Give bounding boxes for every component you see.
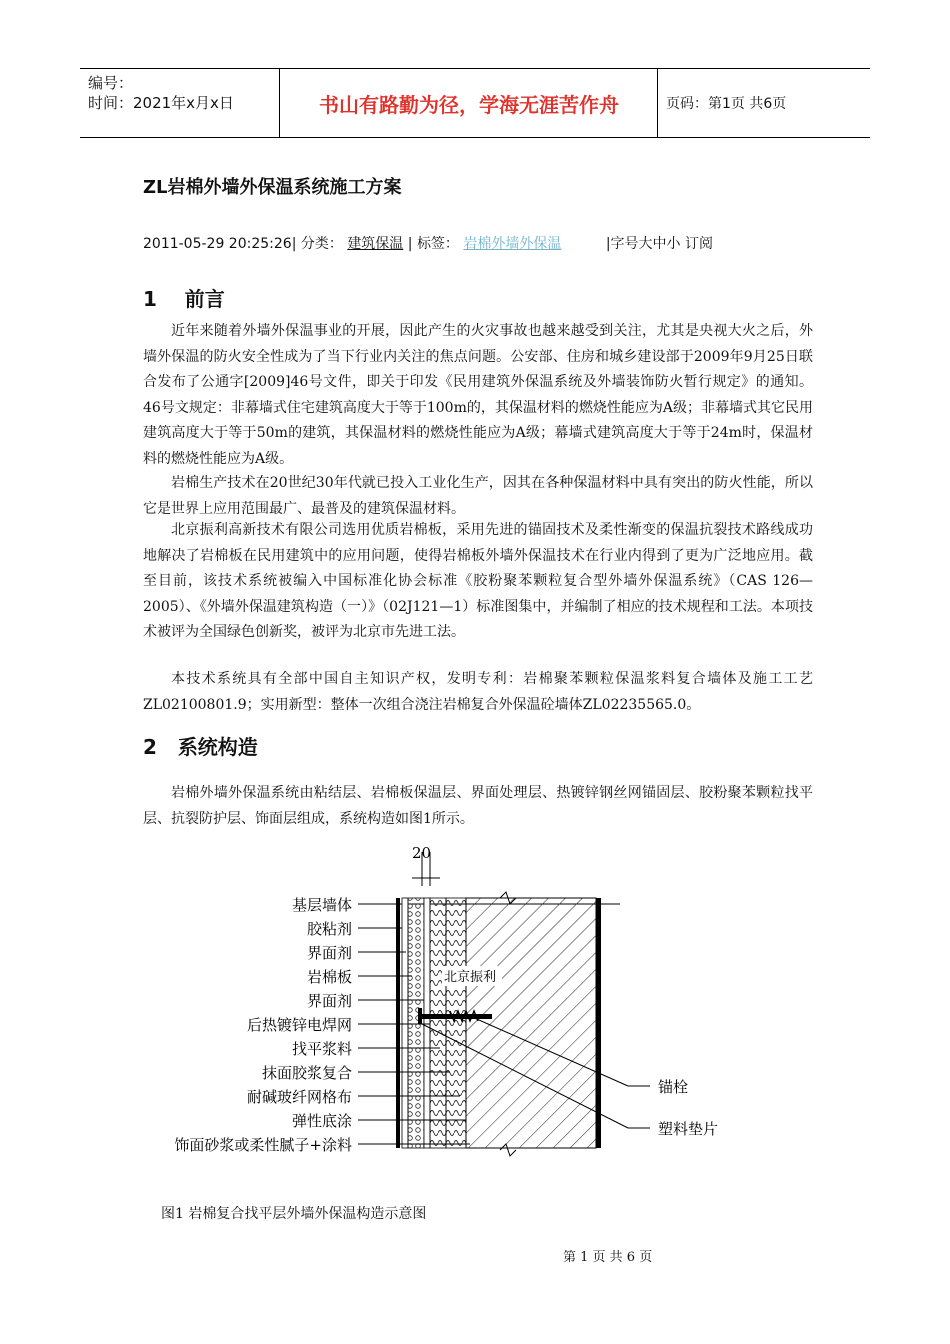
left-labels [174,896,352,1154]
label-interface-1: 界面剂 [306,944,352,962]
number-label: 编号： [88,74,134,92]
meta-tag-link[interactable]: 岩棉外墙外保温 [463,236,562,252]
label-finish: 饰面砂浆或柔性腻子+涂料 [174,1136,352,1154]
label-rockwool: 岩棉板 [306,968,352,986]
section1-heading [143,283,225,312]
paragraph: 岩棉外墙外保温系统由粘结层、岩棉板保温层、界面处理层、热镀锌钢丝网锚固层、胶粉聚苯颗粒找平层、抗裂防护层、饰面层组成，系统构造如图1所示。 [143,785,813,827]
label-leveling: 找平浆料 [291,1040,352,1058]
label-adhesive: 胶粘剂 [306,920,352,938]
article-title: ZL岩棉外墙外保温系统施工方案 [143,177,402,198]
meta-category-label: 分类： [300,236,343,252]
wall-construction-diagram [150,838,750,1158]
section1-title: 前言 [184,287,225,311]
label-plaster: 抹面胶浆复合 [261,1064,352,1082]
section1-number: 1 [143,287,157,311]
meta-datetime: 2011-05-29 20:25:26| [143,236,297,252]
label-interface-2: 界面剂 [306,992,352,1010]
brand-label: 北京振利 [444,970,497,985]
meta-category-link[interactable]: 建筑保温 [347,236,404,252]
label-primer: 弹性底涂 [291,1112,352,1130]
label-welded-mesh: 后热镀锌电焊网 [246,1016,352,1034]
page-header [80,68,870,138]
header-meta-cell [80,69,280,137]
paragraph: 近年来随着外墙外保温事业的开展，因此产生的火灾事故也越来越受到关注，尤其是央视大火之后，外墙外保温的防火安全性成为了当下行业内关注的焦点问题。公安部、住房和城乡建设部于2009年9月25日联合发布了公通字[2009]46号文件，即关于印发《民用建筑外保温系统及外墙装饰防火暂行规定》的通知。46号文规定：非幕墙式住宅建筑高度大于等于100m的，其保温材料的燃烧性能应为A级；非幕墙式其它民用建筑高度大于等于50m的建筑，其保温材料的燃烧性能应为A级；幕墙式建筑高度大于等于24m时，保温材料的燃烧性能应为A级。 [143,323,813,467]
figure-caption: 图1 岩棉复合找平层外墙外保温构造示意图 [161,1206,427,1222]
page-footer: 第 1 页 共 6 页 [563,1250,653,1265]
paragraph: 岩棉生产技术在20世纪30年代就已投入工业化生产，因其在各种保温材料中具有突出的防火性能，所以它是世界上应用范围最广、最普及的建筑保温材料。 [143,475,813,517]
article-meta [143,233,713,253]
header-motto: 书山有路勤为径，学海无涯苦作舟 [281,69,658,137]
meta-tail: |字号大中小 订阅 [605,236,714,252]
dimension-label: 20 [412,844,432,862]
header-page-info: 页码：第1页 共6页 [666,96,787,112]
section2-heading [143,731,258,760]
label-base-wall: 基层墙体 [291,896,352,914]
label-plastic-washer: 塑料垫片 [658,1120,719,1138]
section2-number: 2 [143,735,157,759]
paragraph: 北京振利高新技术有限公司选用优质岩棉板，采用先进的锚固技术及柔性渐变的保温抗裂技术路线成功地解决了岩棉板在民用建筑中的应用问题，使得岩棉板外墙外保温技术在行业内得到了更为广泛地应用。截至目前，该技术系统被编入中国标准化协会标准《胶粉聚苯颗粒复合型外墙外保温系统》（CAS 126—2005）、《外墙外保温建筑构造（一）》（02J121—1）标准图集中，并编制了相应的技术规程和工法。本项技术被评为全国绿色创新奖，被评为北京市先进工法。 [143,522,813,640]
label-anchor: 锚栓 [658,1078,689,1096]
section2-title: 系统构造 [177,735,258,759]
meta-separator: | [407,236,413,252]
meta-tag-label: 标签： [416,236,459,252]
time-label: 时间：2021年x月x日 [88,94,234,112]
paragraph: 本技术系统具有全部中国自主知识产权，发明专利：岩棉聚苯颗粒保温浆料复合墙体及施工工艺ZL02100801.9；实用新型：整体一次组合浇注岩棉复合外保温砼墙体ZL02235565.0。 [143,671,813,713]
label-fiberglass: 耐碱玻纤网格布 [246,1088,352,1106]
